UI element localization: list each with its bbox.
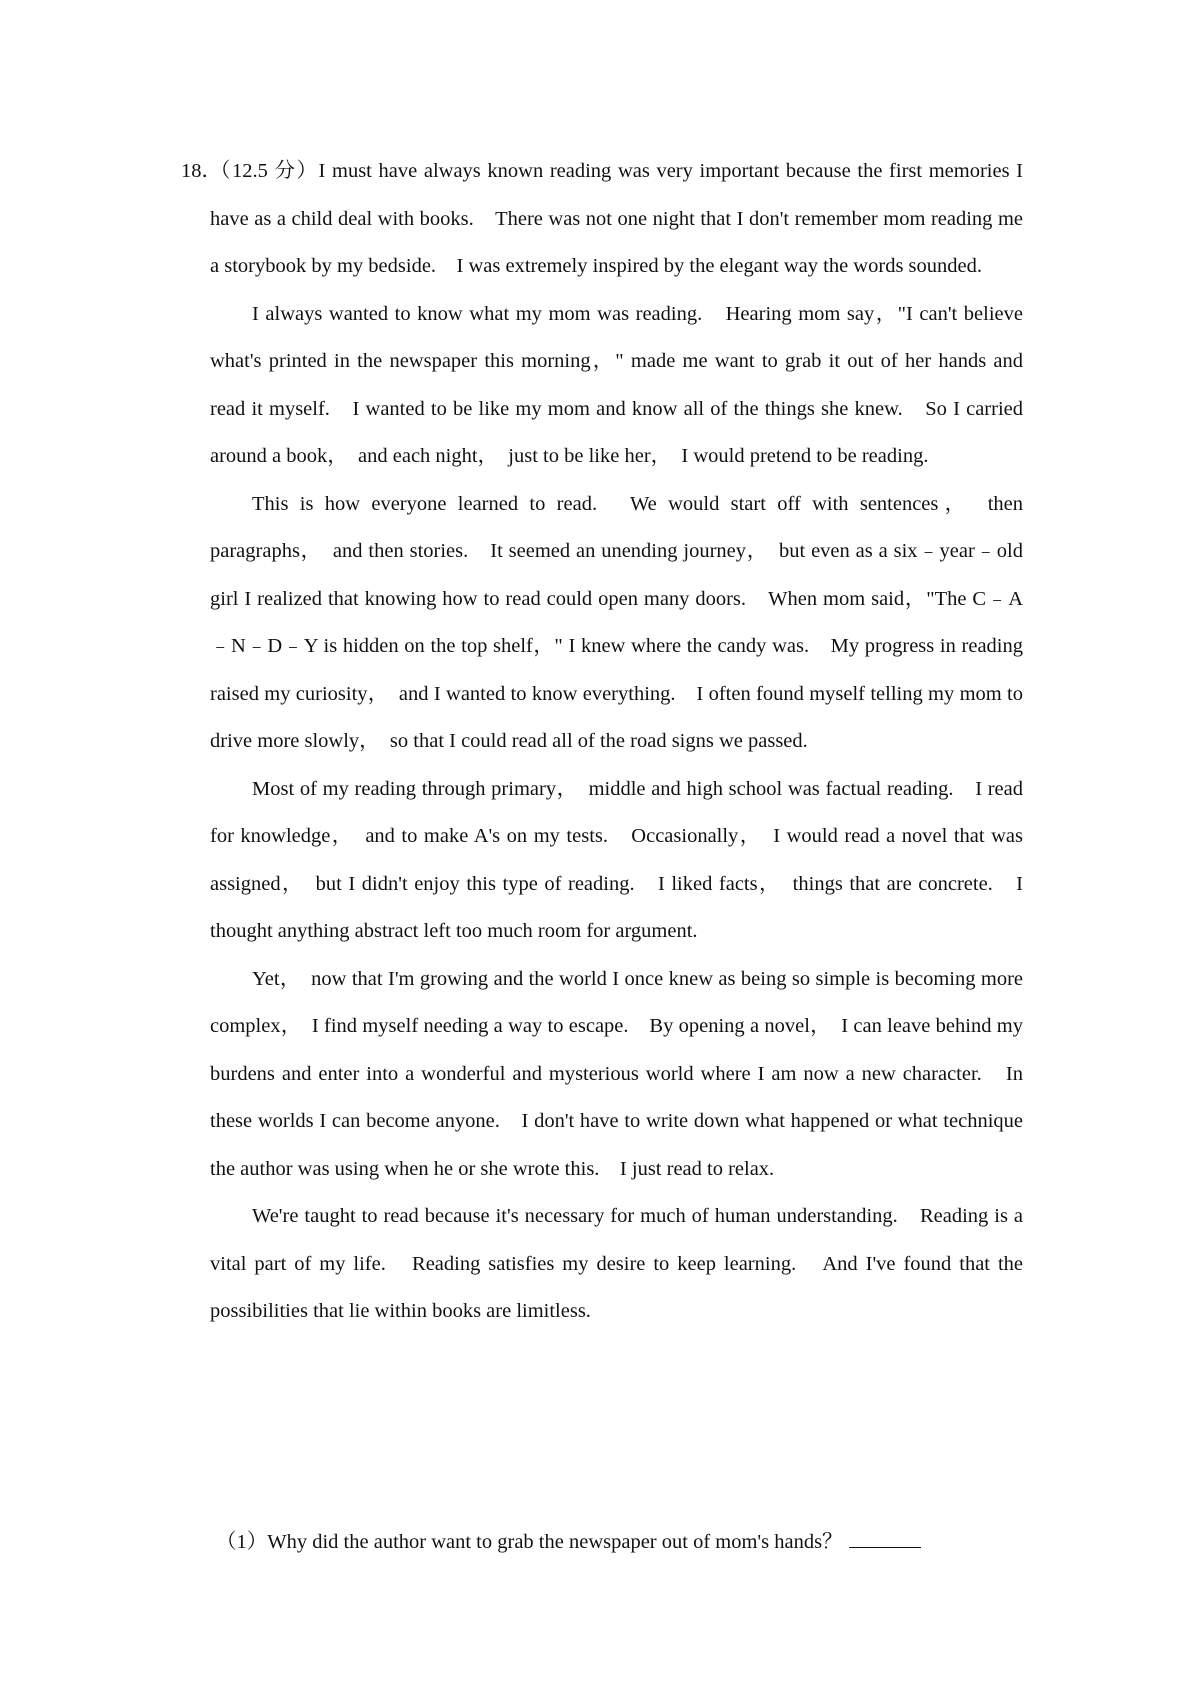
paragraph-text: I must have always known reading was very important because the first memories I have as a child deal with books. There was not one night that I don't remember mom reading me a storybook by my bedside. I was extremely inspired by the elegant way the words sounded. [210, 160, 1024, 277]
question-score: （12.5 分） [210, 160, 319, 182]
passage-paragraph-5: Yet， now that I'm growing and the world I once knew as being so simple is becoming more complex， I find myself needing a way to escape. By opening a novel， I can leave behind my burdens and enter into a wonderful and mysterious world where I am now a new character. In these worlds I can become anyone. I don't have to write down what happened or what technique the author was using when he or she wrote this. I just read to relax. [210, 967, 1023, 1180]
sub-question-1 [216, 1524, 996, 1560]
question-number: 18． [181, 160, 222, 182]
passage-paragraph-3: This is how everyone learned to read. We would start off with sentences， then paragraphs， and then stories. It seemed an unending journey， but even as a six﹣year﹣old girl I realized that knowing how to read could open many doors. When mom said，"The C﹣A﹣N﹣D﹣Y is hidden on the top shelf，" I knew where the candy was. My progress in reading raised my curiosity， and I wanted to know everything. I often found myself telling my mom to drive more slowly， so that I could read all of the road signs we passed. [210, 492, 1023, 752]
passage-paragraph-1 [181, 148, 1024, 291]
reading-passage [181, 148, 1024, 1336]
passage-paragraph-6: We're taught to read because it's necessary for much of human understanding. Reading is a vital part of my life. Reading satisfies my desire to keep learning. And I've found that the possibilities that lie within books are limitless. [210, 1205, 1023, 1322]
sub-question-text: Why did the author want to grab the newspaper out of mom's hands？ [267, 1531, 843, 1553]
answer-blank[interactable] [849, 1531, 921, 1548]
passage-paragraph-2: I always wanted to know what my mom was reading. Hearing mom say，"I can't believe what's printed in the newspaper this morning，" made me want to grab it out of her hands and read it myself. I wanted to be like my mom and know all of the things she knew. So I carried around a book， and each night， just to be like her， I would pretend to be reading. [210, 302, 1023, 467]
passage-paragraph-4: Most of my reading through primary， middle and high school was factual reading. I read for knowledge， and to make A's on my tests. Occasionally， I would read a novel that was assigned， but I didn't enjoy this type of reading. I liked facts， things that are concrete. I thought anything abstract left too much room for argument. [210, 777, 1023, 942]
sub-question-number: （1） [216, 1531, 268, 1553]
